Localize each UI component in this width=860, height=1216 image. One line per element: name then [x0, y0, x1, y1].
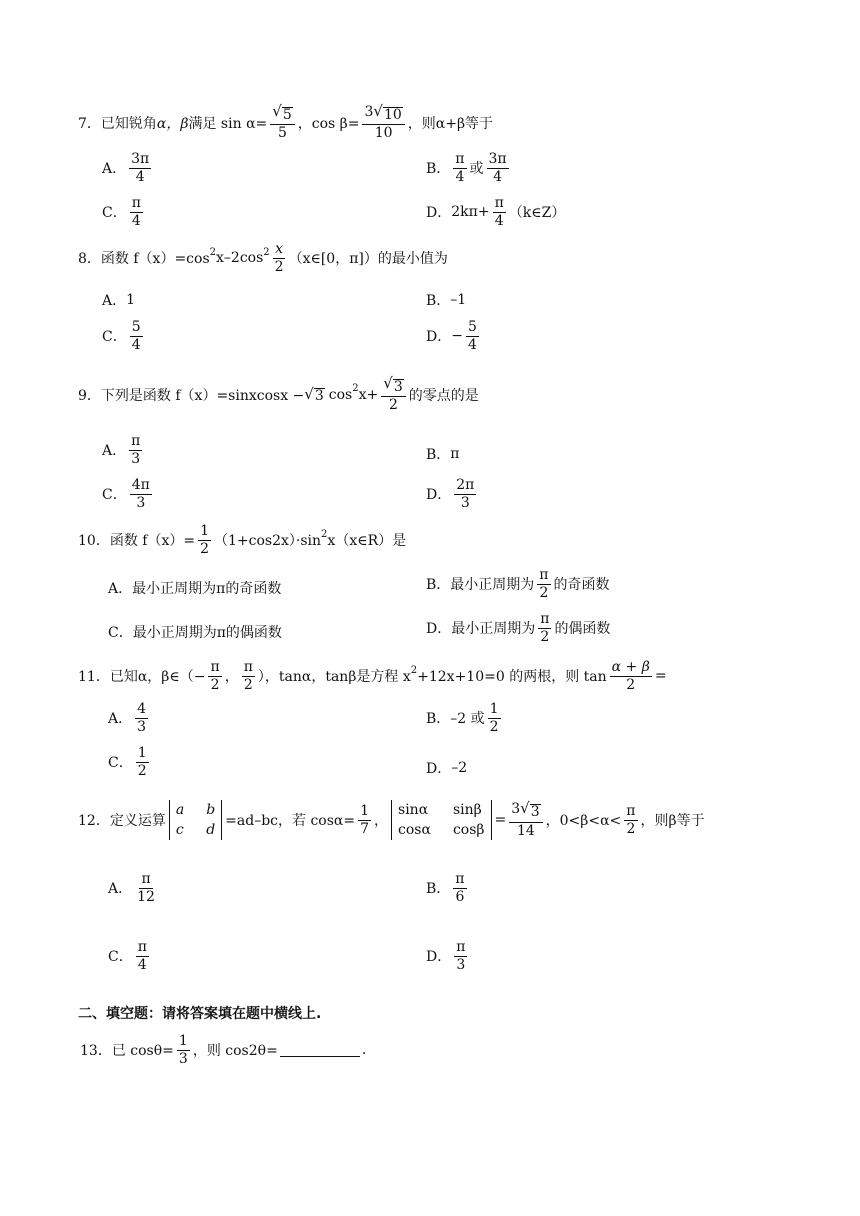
q7-number: 7． — [78, 115, 101, 132]
q11-comma: ， — [224, 669, 239, 686]
q10-sup: 2 — [321, 528, 328, 540]
q7-tail: ，则α+β等于 — [407, 115, 494, 132]
option-label: A． — [102, 443, 127, 460]
q10-a-text: 最小正周期为π的奇函数 — [132, 581, 282, 597]
question-10 — [78, 524, 406, 556]
q12-b-fraction: $\frac{\pi}{6}$ — [455, 871, 465, 905]
q10-option-c[interactable] — [108, 622, 282, 642]
option-label: B． — [426, 447, 451, 463]
q12-option-a[interactable] — [108, 872, 160, 904]
q7-mid2: ，cos β= — [297, 115, 360, 132]
q7-f2-coef: 3 — [364, 104, 374, 120]
q8-option-b[interactable] — [426, 290, 466, 310]
q7-c-fraction: $\frac{\pi}{4}$ — [131, 195, 141, 229]
q11-c-fraction: $\frac{1}{2}$ — [137, 745, 147, 779]
q7-f2-rad: 10 — [383, 107, 402, 123]
q9-option-c[interactable] — [102, 478, 155, 510]
q8-d-fraction: $\frac{5}{4}$ — [467, 319, 477, 353]
q7-mid: 满足 sin α= — [188, 115, 268, 132]
q8-text1: 函数 f（x）=cos — [100, 251, 210, 268]
question-9 — [78, 376, 479, 413]
q7-a-fraction: $\frac{3\pi}{4}$ — [131, 151, 150, 185]
q12-option-d[interactable] — [426, 940, 470, 972]
q10-d-pre: 最小正周期为 — [451, 621, 536, 638]
q7-option-b[interactable] — [426, 152, 512, 184]
q11-number: 11． — [78, 669, 110, 686]
q9-option-d[interactable] — [426, 478, 479, 510]
q12-a-fraction: $\frac{\pi}{12}$ — [137, 871, 155, 905]
q10-text1: 函数 f（x）= — [109, 533, 196, 550]
q10-b-pre: 最小正周期为 — [450, 577, 535, 594]
q10-text2: （1+cos2x）·sin — [214, 533, 322, 550]
q8-number: 8． — [78, 251, 101, 268]
q9-d-fraction: $\frac{2\pi}{3}$ — [456, 477, 475, 511]
option-label: D． — [426, 487, 452, 504]
question-11 — [78, 660, 667, 692]
q7-fraction-cos: 3 √ 10 10 — [362, 104, 404, 141]
option-label: C． — [108, 949, 133, 966]
question-8 — [78, 242, 448, 274]
option-label: C． — [108, 625, 133, 641]
q9-sup: 2 — [352, 383, 359, 395]
q12-fraction-3: $\frac{\pi}{2}$ — [626, 802, 636, 837]
q10-d-fraction: $\frac{\pi}{2}$ — [540, 611, 550, 645]
q11-fraction-1: $\frac{\pi}{2}$ — [210, 659, 220, 693]
q7-b-fraction-1: $\frac{\pi}{4}$ — [455, 151, 465, 185]
q11-b-pre: –2 或 — [450, 711, 485, 728]
q11-option-b[interactable] — [426, 702, 504, 734]
q7-f1-den: 5 — [278, 125, 287, 142]
option-label: C． — [102, 487, 127, 504]
q10-d-post: 的偶函数 — [554, 621, 611, 638]
q8-text2: x–2cos — [216, 250, 264, 267]
q12-option-c[interactable] — [108, 940, 152, 972]
option-label: D． — [426, 949, 452, 966]
q9-sqrt: √ 3 — [304, 384, 324, 404]
q9-fraction: √ 3 2 — [381, 376, 405, 413]
q7-option-d[interactable] — [426, 196, 565, 228]
q9-number: 9． — [78, 387, 101, 404]
q11-b-fraction: $\frac{1}{2}$ — [489, 701, 499, 735]
option-label: B． — [426, 711, 451, 728]
q11-text3: +12x+10=0 的两根，则 tan — [417, 669, 607, 686]
q10-option-d[interactable] — [426, 612, 610, 644]
option-label: B． — [426, 161, 451, 178]
q9-option-b[interactable] — [426, 444, 460, 464]
q8-sup: 2 — [209, 246, 217, 258]
q12-determinant-1: a b c d — [169, 800, 222, 840]
q12-fraction-1: $\frac{1}{7}$ — [360, 802, 370, 837]
q13-fraction: $\frac{1}{3}$ — [178, 1033, 188, 1067]
q7-option-c[interactable] — [102, 196, 146, 228]
q8-d-sign: − — [451, 328, 463, 345]
section-title: 二、填空题：请将答案填在题中横线上. — [78, 1006, 322, 1022]
q7-f1-rad: 5 — [282, 107, 292, 123]
q8-sup-b: 2 — [263, 246, 270, 258]
q10-option-b[interactable] — [426, 568, 610, 600]
q11-d-text: –2 — [451, 760, 468, 776]
q9-text3: x+ — [358, 386, 379, 403]
question-12 — [78, 800, 705, 840]
q7-b-fraction-2: $\frac{3\pi}{4}$ — [488, 151, 507, 185]
q7-f2-den: 10 — [374, 125, 393, 142]
q9-c-fraction: $\frac{4\pi}{3}$ — [131, 477, 150, 511]
q12-d-fraction: $\frac{\pi}{3}$ — [456, 939, 466, 973]
q11-a-fraction: $\frac{4}{3}$ — [137, 701, 147, 735]
q8-option-c[interactable] — [102, 320, 146, 352]
q11-option-c[interactable] — [108, 746, 152, 778]
q7-d-post: （k∈Z） — [508, 205, 566, 222]
option-label: A． — [108, 711, 133, 728]
q7-prefix: 已知锐角 — [100, 115, 157, 132]
q13-text2: ，则 cos2θ= — [192, 1043, 278, 1060]
q10-b-post: 的奇函数 — [553, 577, 610, 594]
q8-b-text: –1 — [450, 292, 467, 308]
q9-text2: cos — [328, 386, 353, 403]
question-13 — [80, 1034, 366, 1066]
q12-determinant-2: sinα sinβ cosα cosβ — [391, 800, 491, 840]
q10-c-text: 最小正周期为π的偶函数 — [132, 625, 282, 641]
option-label: D． — [426, 205, 452, 222]
q11-fraction-3: $\frac{\alpha + \beta}{2}$ — [611, 659, 650, 693]
q8-option-d[interactable] — [426, 320, 482, 352]
q12-text4: ，则β等于 — [640, 813, 705, 829]
q12-option-b[interactable] — [426, 872, 470, 904]
q11-option-a[interactable] — [108, 702, 151, 734]
option-label: C． — [108, 755, 133, 772]
q7-d-pre: 2kπ+ — [451, 204, 490, 221]
q12-fraction-2: 3 √ 3 14 — [509, 801, 542, 838]
q11-text2: ），tanα，tanβ是方程 x — [257, 669, 411, 686]
q7-b-or: 或 — [469, 161, 484, 178]
q12-comma: ， — [374, 813, 389, 829]
q12-text2: =ad–bc，若 cosα= — [225, 813, 356, 829]
q7-option-a[interactable] — [102, 152, 154, 184]
q12-text3: ，0<β<α< — [545, 813, 622, 829]
q11-text4: = — [654, 668, 667, 685]
q10-number: 10． — [78, 533, 110, 550]
q8-a-text: 1 — [126, 292, 136, 308]
question-7 — [78, 104, 493, 141]
q11-sup: 2 — [410, 664, 418, 676]
option-label: D． — [426, 761, 452, 777]
q10-fraction: $\frac{1}{2}$ — [200, 523, 210, 557]
option-label: A． — [108, 581, 133, 597]
q10-option-a[interactable] — [108, 578, 281, 598]
q7-d-fraction: $\frac{\pi}{4}$ — [494, 195, 504, 229]
q12-text1: 定义运算 — [109, 813, 166, 829]
q10-text3: x（x∈R）是 — [327, 533, 407, 550]
q7-fraction-sin: √ 5 5 — [270, 104, 294, 141]
q8-fraction: $\frac{x}{2}$ — [274, 241, 284, 275]
q11-text1: 已知α，β∈（− — [109, 669, 206, 686]
option-label: C． — [102, 205, 127, 222]
q12-eq: = — [494, 812, 507, 828]
q11-fraction-2: $\frac{\pi}{2}$ — [243, 659, 253, 693]
option-label: C． — [102, 329, 127, 346]
q9-text1: 下列是函数 f（x）=sinxcosx − — [100, 387, 305, 404]
option-label: D． — [426, 621, 452, 638]
q11-option-d[interactable] — [426, 758, 467, 778]
q8-c-fraction: $\frac{5}{4}$ — [131, 319, 141, 353]
option-label: A． — [102, 161, 127, 178]
q12-number: 12． — [78, 813, 110, 829]
q9-b-text: π — [450, 446, 460, 462]
q9-option-a[interactable] — [102, 434, 145, 466]
answer-blank[interactable] — [280, 1044, 360, 1057]
q13-number: 13． — [80, 1043, 112, 1060]
option-label: D． — [426, 329, 452, 346]
q8-text3: （x∈[0，π]）的最小值为 — [288, 251, 448, 268]
option-label: B． — [426, 293, 451, 309]
q9-text4: 的零点的是 — [408, 387, 479, 404]
option-label: B． — [426, 881, 451, 898]
q7-alpha-beta: α，β — [156, 115, 189, 132]
q10-b-fraction: $\frac{\pi}{2}$ — [539, 567, 549, 601]
q12-c-fraction: $\frac{\pi}{4}$ — [137, 939, 147, 973]
option-label: A． — [108, 881, 133, 898]
q9-a-fraction: $\frac{\pi}{3}$ — [131, 433, 141, 467]
q13-text1: 已 cosθ= — [111, 1043, 174, 1060]
option-label: B． — [426, 577, 451, 594]
option-label: A． — [102, 293, 127, 309]
q13-text3: . — [361, 1042, 367, 1059]
q8-option-a[interactable] — [102, 290, 135, 310]
